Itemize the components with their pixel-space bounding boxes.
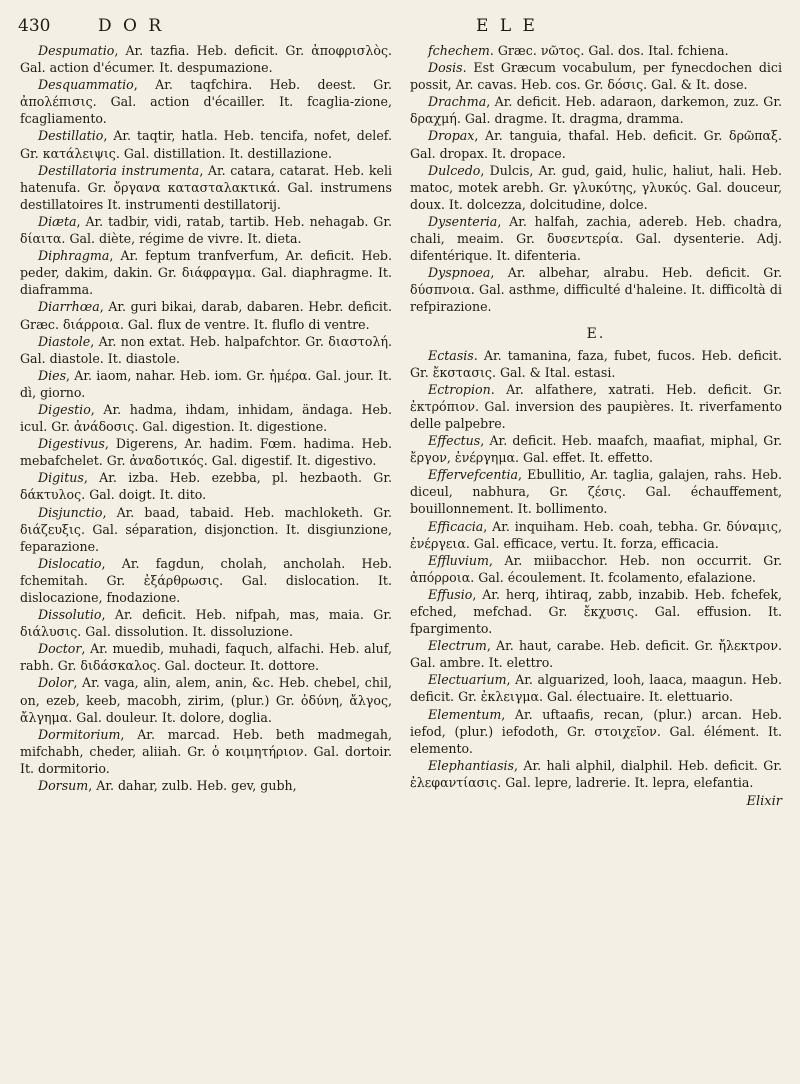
dictionary-entry: Elephantiasis, Ar. hali alphil, dialphil. Heb. deficit. Gr. ἐλεφαντίασις. Gal. lepre, ladrerie. It. lepra, elefantia. (410, 757, 782, 790)
running-head (18, 16, 782, 40)
dictionary-entry: Effervefcentia, Ebullitio, Ar. taglia, galajen, rahs. Heb. diceul, nabhura, Gr. ζέσις. Gal. échauffement, bouillonnement. It. bollimento. (410, 467, 782, 517)
headword: Dislocatio (38, 555, 102, 571)
headword: Dulcedo (428, 162, 481, 178)
catchword: Elixir (746, 794, 782, 810)
dictionary-entry: Dyspnoea, Ar. albehar, alrabu. Heb. deficit. Gr. δύσπνοια. Gal. asthme, difficulté d'haleine. It. difficoltà di refpirazione. (410, 265, 782, 315)
dictionary-entry: Electuarium, Ar. alguarized, looh, laaca, maagun. Heb. deficit. Gr. ἐκλειγμα. Gal. électuaire. It. elettuario. (410, 672, 782, 705)
headword: Diarrhœa (38, 299, 100, 315)
headword: Doctor (38, 641, 82, 657)
headword: Destillatoria instrumenta (38, 162, 200, 178)
dictionary-entry: Dolor, Ar. vaga, alin, alem, anin, &c. Heb. chebel, chil, on, ezeb, keeb, macobh, zirim, (plur.) Gr. ὀδύνη, ἄλγος, ἄλγημα. Gal. douleur. It. dolore, doglia. (20, 675, 392, 725)
dictionary-entry: Digestio, Ar. hadma, ihdam, inhidam, ändaga. Heb. icul. Gr. ἀνάδοσις. Gal. digestion. It. digestione. (20, 401, 392, 435)
headword: Digestivus (38, 436, 105, 452)
dictionary-entry: Destillatio, Ar. taqtir, hatla. Heb. tencifa, nofet, delef. Gr. κατάλειψις. Gal. distillation. It. destillazione. (20, 128, 392, 161)
dictionary-entry: Digestivus, Digerens, Ar. hadim. Fœm. hadima. Heb. mebafchelet. Gr. ἀναδοτικός. Gal. digestif. It. digestivo. (20, 436, 392, 469)
headword: Diastole (38, 333, 91, 349)
dictionary-entry: Effusio, Ar. herq, ihtiraq, zabb, inzabib. Heb. fchefek, efched, mefchad. Gr. ἔκχυσις. Gal. effusion. It. fpargimento. (410, 586, 782, 637)
dictionary-entry: Diastole, Ar. non extat. Heb. halpafchtor. Gr. διαστολή. Gal. diastole. It. diastole. (20, 333, 392, 366)
dictionary-entry: Effluvium, Ar. miibacchor. Heb. non occurrit. Gr. ἀπόρροια. Gal. écoulement. It. fcolamento, efalazione. (410, 552, 782, 585)
dictionary-entry: Dormitorium, Ar. marcad. Heb. beth madmegah, mifchabh, cheder, aliiah. Gr. ὁ κοιμητήριον. Gal. dortoir. It. dormitorio. (20, 726, 392, 776)
dictionary-entry: Dulcedo, Dulcis, Ar. gud, gaid, hulic, haliut, hali. Heb. matoc, motek arebh. Gr. γλυκύτης, γλυκύς. Gal. douceur, doux. It. dolcezza, dolcitudine, dolce. (410, 162, 782, 212)
headword: Effusio (428, 586, 473, 602)
headword: Elementum (428, 706, 502, 722)
headword: Effectus (428, 433, 481, 449)
dictionary-entry: Destillatoria instrumenta, Ar. catara, catarat. Heb. keli hatenufa. Gr. ὄργανα κατασταλακτικά. Gal. instrumens destillatoires It. instrumenti destillatorij. (20, 162, 392, 212)
headword: Electrum (428, 638, 487, 654)
dictionary-entry: Effectus, Ar. deficit. Heb. maafch, maafiat, miphal, Gr. ἔργον, ἐνέργημα. Gal. effet. It. effetto. (410, 433, 782, 466)
headword: Efficacia (428, 518, 484, 534)
dictionary-entry: Doctor, Ar. muedib, muhadi, faquch, alfachi. Heb. aluf, rabh. Gr. διδάσκαλος. Gal. docteur. It. dottore. (20, 641, 392, 674)
headword: Digestio (38, 401, 91, 417)
dictionary-entry: Dies, Ar. iaom, nahar. Heb. iom. Gr. ἡμέρα. Gal. jour. It. dì, giorno. (20, 367, 392, 400)
headword: fchechem (428, 43, 490, 58)
headword: Digitus (38, 470, 84, 486)
headword: Elephantiasis (428, 757, 515, 773)
page-number: 430 (18, 16, 51, 36)
headword: Desquammatio (38, 77, 134, 93)
right-column (410, 42, 782, 810)
right-column-e-entries (410, 347, 782, 791)
headword: Diæta (38, 213, 77, 229)
dictionary-entry: Desquammatio, Ar. taqfchira. Heb. deest. Gr. ἀπολέπισις. Gal. action d'écailler. It. fcaglia-zione, fcagliamento. (20, 77, 392, 127)
dictionary-entry: Electrum, Ar. haut, carabe. Heb. deficit. Gr. ἤλεκτρον. Gal. ambre. It. elettro. (410, 638, 782, 671)
dictionary-entry: Ectropion. Ar. alfathere, xatrati. Heb. deficit. Gr. ἐκτρόπιον. Gal. inversion des paupières. It. riverfamento delle palpebre. (410, 381, 782, 431)
right-column-d-entries (410, 42, 782, 316)
dictionary-entry: Diæta, Ar. tadbir, vidi, ratab, tartib. Heb. nehagab. Gr. δίαιτα. Gal. diète, régime de vivre. It. dieta. (20, 213, 392, 247)
left-column (20, 42, 392, 794)
dictionary-entry: Dysenteria, Ar. halfah, zachia, adereb. Heb. chadra, chali, meaim. Gr. δυσεντερία. Gal. dysenterie. Adj. difentérique. It. difenteria. (410, 213, 782, 264)
headword: Dorsum (38, 778, 89, 794)
dictionary-entry: Ectasis. Ar. tamanina, faza, fubet, fucos. Heb. deficit. Gr. ἔκστασις. Gal. & Ital. estasi. (410, 347, 782, 380)
dictionary-entry: Dosis. Est Græcum vocabulum, per fynecdochen dici possit, Ar. cavas. Heb. cos. Gr. δόσις. Gal. & It. dose. (410, 60, 782, 93)
dictionary-entry: Elementum, Ar. uftaafis, recan, (plur.) arcan. Heb. iefod, (plur.) iefodoth, Gr. στοιχεῖον. Gal. élément. It. elemento. (410, 706, 782, 756)
headword: Drachma (428, 94, 487, 110)
dictionary-entry: Diarrhœa, Ar. guri bikai, darab, dabaren. Hebr. deficit. Græc. διάρροια. Gal. flux de ventre. It. fluflo di ventre. (20, 299, 392, 332)
dictionary-entry: Diphragma, Ar. feptum tranfverfum, Ar. deficit. Heb. peder, dakim, dakin. Gr. διάφραγμα. Gal. diaphragme. It. diaframma. (20, 248, 392, 298)
headword: Dormitorium (38, 726, 121, 742)
dictionary-entry: Dissolutio, Ar. deficit. Heb. nifpah, mas, maia. Gr. διάλυσις. Gal. dissolution. It. dissoluzione. (20, 607, 392, 640)
dictionary-entry: fchechem. Græc. νῶτος. Gal. dos. Ital. fchiena. (428, 43, 729, 58)
headword: Dropax (428, 128, 475, 144)
headword: Dies (38, 367, 67, 383)
headword: Ectropion (428, 381, 491, 397)
headword: Dolor (38, 675, 74, 691)
right-heading: E L E (476, 16, 538, 36)
headword: Effervefcentia (428, 467, 519, 483)
section-letter: E. (586, 325, 606, 342)
headword: Effluvium (428, 552, 489, 568)
headword: Destillatio (38, 128, 104, 144)
dictionary-entry: Disjunctio, Ar. baad, tabaid. Heb. machloketh. Gr. διάζευξις. Gal. séparation, disjonction. It. disgiunzione, feparazione. (20, 504, 392, 554)
left-heading: D O R (98, 16, 165, 36)
headword: Dyspnoea (428, 265, 491, 281)
headword: Despumatio (38, 43, 115, 58)
headword: Dysenteria (428, 213, 498, 229)
headword: Dosis (428, 60, 463, 76)
dictionary-entry: Despumatio, Ar. tazfia. Heb. deficit. Gr. ἀποφρισλὸς. Gal. action d'écumer. It. despumazione. (20, 43, 392, 76)
dictionary-entry: Dropax, Ar. tanguia, thafal. Heb. deficit. Gr. δρῶπαξ. Gal. dropax. It. dropace. (410, 128, 782, 161)
headword: Ectasis (428, 347, 474, 363)
headword: Disjunctio (38, 504, 103, 520)
dictionary-entry: Dorsum, Ar. dahar, zulb. Heb. gev, gubh, (38, 778, 297, 794)
dictionary-entry: Efficacia, Ar. inquiham. Heb. coah, tebha. Gr. δύναμις, ἐνέργεια. Gal. efficace, vertu. It. forza, efficacia. (410, 518, 782, 551)
headword: Electuarium (428, 672, 507, 688)
dictionary-entry: Dislocatio, Ar. fagdun, cholah, ancholah. Heb. fchemitah. Gr. ἐξάρθρωσις. Gal. dislocation. It. dislocazione, fnodazione. (20, 555, 392, 605)
headword: Diphragma (38, 248, 110, 264)
dictionary-entry: Digitus, Ar. izba. Heb. ezebba, pl. hezbaoth. Gr. δάκτυλος. Gal. doigt. It. dito. (20, 470, 392, 503)
headword: Dissolutio (38, 607, 102, 623)
dictionary-entry: Drachma, Ar. deficit. Heb. adaraon, darkemon, zuz. Gr. δραχμή. Gal. dragme. It. dragma, dramma. (410, 94, 782, 127)
